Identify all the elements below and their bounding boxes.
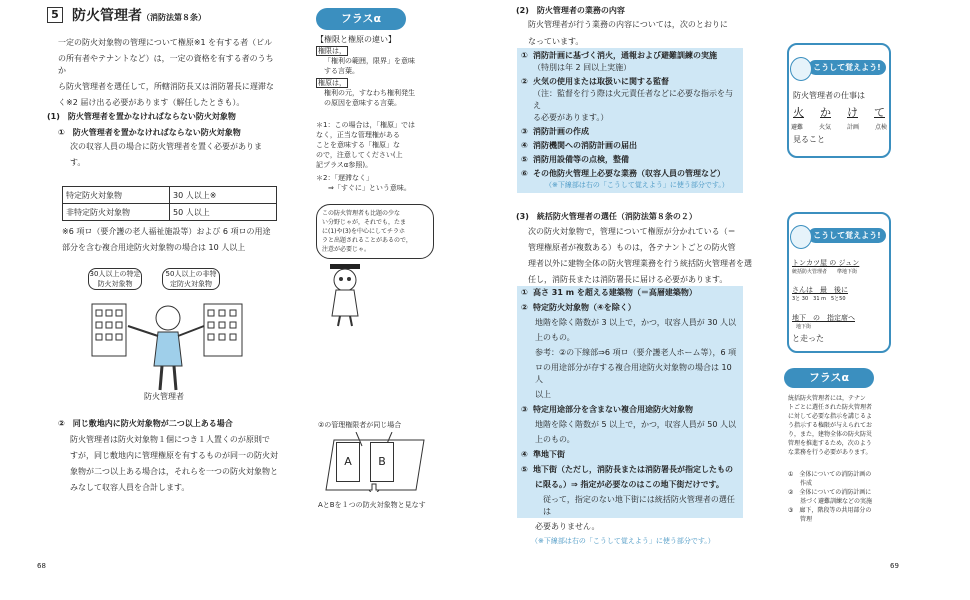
professor-illustration bbox=[316, 258, 376, 328]
memory-label: 避難 bbox=[791, 124, 804, 131]
list-item: ⑥ その他防火管理上必要な業務（収容人員の管理など） bbox=[521, 169, 725, 178]
list-item: 地階を除く階数が 3 以上で，かつ，収容人員が 30 人以 bbox=[535, 318, 736, 327]
diagram-title: ②の管理権限者が同じ場合 bbox=[318, 421, 402, 429]
list-item: 上のもの。 bbox=[535, 435, 575, 444]
list-item: 以上 bbox=[535, 390, 551, 399]
diagram-caption: AとBを１つの防火対象物と見なす bbox=[318, 501, 426, 509]
list-item: に限る。）⇒ 指定が必要なのはこの地下街だけです。 bbox=[535, 480, 724, 489]
memory-1-labels bbox=[791, 122, 887, 131]
list-item: 従って，指定のない地下街には統括防火管理者の選任は bbox=[543, 495, 735, 516]
heading-1-1: ① 防火管理者を置かなければならない防火対象物 bbox=[58, 128, 241, 137]
list-item: ③ 特定用途部分を含まない複合用途防火対象物 bbox=[521, 405, 693, 414]
list-item: （※下線部は右の「こうして覚えよう」に使う部分です。） bbox=[545, 181, 729, 189]
list-item: 参考：②の下線部⇒6 項ロ（要介護老人ホーム等），6 項 bbox=[535, 348, 737, 357]
mascot-icon bbox=[790, 57, 812, 81]
heading-1-2: ② 同じ敷地内に防火対象物が二つ以上ある場合 bbox=[58, 419, 233, 428]
memory-char: か bbox=[820, 106, 831, 119]
memory-label: 点検 bbox=[874, 124, 887, 131]
memory-char: 火 bbox=[793, 106, 804, 119]
page-number-right: 69 bbox=[890, 562, 899, 570]
table-cell: 50 人以上 bbox=[170, 204, 277, 221]
list-item: 必要ありません。 bbox=[535, 522, 600, 531]
memory-1-chars bbox=[793, 104, 885, 120]
duties-box bbox=[517, 48, 743, 193]
fig-label-30: 30人以上の特定防火対象物 bbox=[89, 270, 141, 288]
memory-2-end: と走った bbox=[792, 334, 824, 343]
plus-title: 【権限と権原の違い】 bbox=[316, 35, 396, 44]
heading-1-2-text: 防火管理者は防火対象物１個につき１人置くのが原則で すが，同じ敷地内に管理権原を有するものが同一の防火対 象物が二つ以上ある場合は，それらを一つの防火対象物と みなして収容人員を合計します。 bbox=[70, 435, 278, 492]
section-title: 防火管理者（消防法第８条） bbox=[72, 8, 206, 24]
heading-1: (1) 防火管理者を置かなければならない防火対象物 bbox=[47, 112, 236, 121]
list-item: ① 高さ 31 m を超える建築物（＝高層建築物） bbox=[521, 288, 697, 297]
list-item: る必要があります。） bbox=[533, 113, 609, 122]
list-item: （特別は年 2 回以上実施） bbox=[533, 63, 632, 72]
table-cell: 非特定防火対象物 bbox=[63, 204, 170, 221]
memory-1-title: 防火管理者の仕事は bbox=[793, 91, 865, 100]
list-item: ② 特定防火対象物（④を除く） bbox=[521, 303, 636, 312]
list-item: ロの用途部分が存する複合用途防火対象物の場合は 10 人 bbox=[535, 363, 732, 384]
memory-2-line3: 地下 の 指定席へ bbox=[792, 314, 855, 322]
table-cell: 30 人以上※ bbox=[170, 187, 277, 204]
list-item: （※下線部は右の「こうして覚えよう」に使う部分です。） bbox=[531, 537, 715, 545]
memory-char: て bbox=[874, 106, 885, 119]
memory-label: 計画 bbox=[846, 124, 859, 131]
heading-3-text: 次の防火対象物で，管理について権原が分かれている（＝ 管理権原者が複数ある）ものは，各テナントごとの防火管 理者以外に建物全体の防火管理業務を行う統括防火管理者を選 任し，消防長または消防署長に届ける必要があります。 bbox=[528, 227, 752, 284]
memory-2-line2-sub: 3と 30 31 m 5と50 bbox=[792, 296, 846, 302]
list-item: 上のもの。 bbox=[535, 333, 575, 342]
building-a: A bbox=[336, 442, 360, 482]
section-number: 5 bbox=[47, 7, 63, 23]
threshold-table bbox=[62, 186, 277, 221]
list-item: ③ 消防計画の作成 bbox=[521, 127, 589, 136]
speech-bubble: この防火管理者も比題の少な い分野じゃが，それでも，たま に(1)や(3)を中心にしてチラホ ラと出題されることがあるので， 注意が必要じゃ。 bbox=[316, 204, 434, 259]
memory-badge-2: こうして覚えよう! bbox=[808, 228, 886, 243]
designation-box bbox=[517, 286, 743, 545]
building-b: B bbox=[370, 442, 394, 482]
heading-2: (2) 防火管理者の業務の内容 bbox=[516, 6, 625, 15]
memory-char: け bbox=[847, 106, 858, 119]
heading-2-text: 防火管理者が行う業務の内容については，次のとおりに なっています。 bbox=[528, 20, 728, 46]
table-note: ※6 項ロ（要介護の老人福祉施設等）および 6 項ロの用途 部分を含む複合用途防火対象物の場合は 10 人以上 bbox=[62, 227, 271, 252]
list-item: ⑤ 消防用設備等の点検，整備 bbox=[521, 155, 629, 164]
heading-1-1-text: 次の収容人員の場合に防火管理者を置く必要がありま す。 bbox=[70, 142, 262, 167]
plus-alpha-badge-1: フラスα bbox=[316, 8, 406, 30]
fig-label-50: 50人以上の非特定防火対象物 bbox=[162, 268, 220, 290]
heading-3: (3) 統括防火管理者の選任（消防法第８条の２） bbox=[516, 212, 697, 221]
memory-2-line1-sub: 統括防火管理者 準地下街 bbox=[792, 269, 858, 275]
table-cell: 特定防火対象物 bbox=[63, 187, 170, 204]
memory-2-line2: さんは 最 後に bbox=[792, 286, 848, 294]
footnote-1: ＊1：この場合は，「権原」では なく，正当な管理権がある ことを意味する「権原」な ので，注意してください(上 記プラスα参照)。 ＊2：「遅滞なく」 ⇒「すぐに」という意味。 bbox=[316, 121, 415, 192]
plus-alpha-badge-2: フラスα bbox=[784, 368, 874, 388]
intro-paragraph: 一定の防火対象物の管理について権原※1 を有する者（ビル の所有者やテナントなど）は，一定の資格を有する者のうちか ら防火管理者を選任して，所轄消防長又は消防署長に遅滞な く※2 届け出る必要があります（解任したときも）。 bbox=[58, 38, 274, 107]
list-item: ④ 準地下街 bbox=[521, 450, 565, 459]
kengen-definitions: 権限は， 「権利の範囲，限界」を意味 する言葉。 権原は， 権利の元，すなわち権利発生 の原因を意味する言葉。 bbox=[318, 47, 415, 107]
list-item: 地階を除く階数が 5 以上で，かつ，収容人員が 50 人以 bbox=[535, 420, 736, 429]
memory-label: 火気 bbox=[818, 124, 831, 131]
plus-2-list: ① 全体についての消防計画の 作成 ② 全体についての消防計画に 基づく避難訓練などの実施 ③ 廊下，階段等の共用部分の 管理 bbox=[788, 471, 873, 523]
memory-2-line3-sub: 地下街 bbox=[796, 324, 812, 330]
list-item: ⑤ 地下街（ただし，消防長または消防署長が指定したもの bbox=[521, 465, 733, 474]
mascot-icon bbox=[790, 225, 812, 249]
memory-2-line1: トンカツ屋 の ジュン bbox=[792, 259, 860, 267]
list-item: ④ 消防機関への消防計画の届出 bbox=[521, 141, 637, 150]
list-item: ② 火気の使用または取扱いに関する監督 bbox=[521, 77, 669, 86]
page-number-left: 68 bbox=[37, 562, 46, 570]
memory-badge-1: こうして覚えよう! bbox=[808, 60, 886, 75]
fig-caption: 防火管理者 bbox=[144, 392, 184, 401]
plus-2-text: 統括防火管理者には，テナン トごとに選任された防火管理者 に対して必要な指示を講じるよ う指示する権限が与えられてお り，また，建物全体の防火防災 管理を推進するため，次のよう な業務を行う必要があります。 bbox=[788, 395, 873, 456]
list-item: ① 消防計画に基づく消火，通報および避難訓練の実施 bbox=[521, 51, 717, 60]
memory-1-end: 見ること bbox=[793, 135, 825, 144]
list-item: （注：監督を行う際は火元責任者などに必要な指示を与え bbox=[533, 89, 733, 110]
